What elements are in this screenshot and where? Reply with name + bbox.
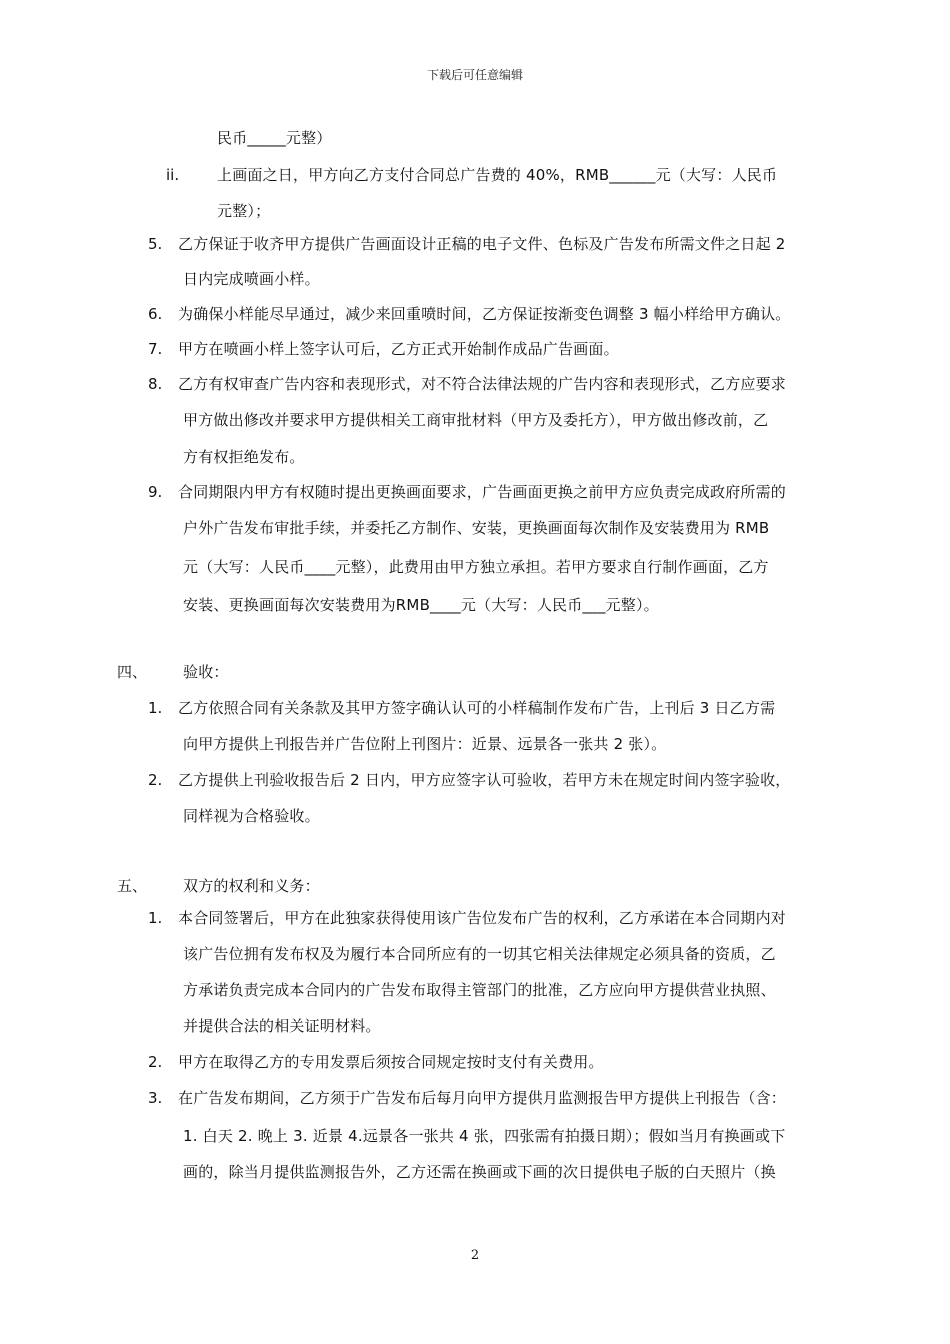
list-marker-ii: ii. xyxy=(166,166,180,184)
section-marker-5: 五、 xyxy=(117,877,148,895)
text-line: 甲方做出修改并要求甲方提供相关工商审批材料（甲方及委托方），甲方做出修改前，乙 xyxy=(183,411,769,429)
text-line: 元（大写：人民币____元整），此费用由甲方独立承担。若甲方要求自行制作画面，乙方 xyxy=(183,558,769,576)
text-line: 为确保小样能尽早通过，减少来回重喷时间，乙方保证按渐变色调整 3 幅小样给甲方确认。 xyxy=(178,305,791,323)
list-marker-4-2: 2. xyxy=(148,771,163,789)
text-line: 本合同签署后，甲方在此独家获得使用该广告位发布广告的权利，乙方承诺在本合同期内对 xyxy=(178,909,787,927)
text-line: 方承诺负责完成本合同内的广告发布取得主管部门的批准，乙方应向甲方提供营业执照、 xyxy=(183,981,776,999)
text-line: 合同期限内甲方有权随时提出更换画面要求，广告画面更换之前甲方应负责完成政府所需的 xyxy=(178,483,787,501)
text-line: 同样视为合格验收。 xyxy=(183,807,320,825)
section-title-rights: 双方的权利和义务： xyxy=(183,877,320,895)
list-marker-9: 9. xyxy=(148,483,163,501)
page-number: 2 xyxy=(470,1248,480,1263)
text-line: 在广告发布期间，乙方须于广告发布后每月向甲方提供月监测报告甲方提供上刊报告（含： xyxy=(178,1089,787,1107)
text-line: 画的，除当月提供监测报告外，乙方还需在换画或下画的次日提供电子版的白天照片（换 xyxy=(183,1163,776,1181)
text-line: 1. 白天 2. 晚上 3. 近景 4.远景各一张共 4 张，四张需有拍摄日期）；假如当月有换画或下 xyxy=(183,1127,786,1145)
text-line: 乙方有权审查广告内容和表现形式，对不符合法律法规的广告内容和表现形式，乙方应要求 xyxy=(178,375,787,393)
text-line: 方有权拒绝发布。 xyxy=(183,448,305,466)
section-marker-4: 四、 xyxy=(117,663,148,681)
text-line: 乙方保证于收齐甲方提供广告画面设计正稿的电子文件、色标及广告发布所需文件之日起 2 xyxy=(178,235,786,253)
list-marker-5-3: 3. xyxy=(148,1089,163,1107)
text-line: 户外广告发布审批手续，并委托乙方制作、安装，更换画面每次制作及安装费用为 RMB xyxy=(183,519,770,537)
text-line: 民币_____元整） xyxy=(217,129,332,147)
text-line: 向甲方提供上刊报告并广告位附上刊图片：近景、远景各一张共 2 张）。 xyxy=(183,735,667,753)
text-line: 安装、更换画面每次安装费用为RMB____元（大写：人民币___元整）。 xyxy=(183,596,659,614)
list-marker-8: 8. xyxy=(148,375,163,393)
text-line: 乙方依照合同有关条款及其甲方签字确认认可的小样稿制作发布广告，上刊后 3 日乙方需 xyxy=(178,699,776,717)
text-line: 并提供合法的相关证明材料。 xyxy=(183,1017,381,1035)
text-line: 元整）； xyxy=(217,202,271,220)
text-line: 甲方在喷画小样上签字认可后，乙方正式开始制作成品广告画面。 xyxy=(178,340,619,358)
list-marker-6: 6. xyxy=(148,305,163,323)
text-line: 该广告位拥有发布权及为履行本合同所应有的一切其它相关法律规定必须具备的资质，乙 xyxy=(183,945,776,963)
list-marker-7: 7. xyxy=(148,340,163,358)
text-line: 上画面之日，甲方向乙方支付合同总广告费的 40%，RMB______元（大写：人民币 xyxy=(217,166,778,184)
list-marker-5: 5. xyxy=(148,235,163,253)
page-header: 下载后可任意编辑 xyxy=(426,68,523,82)
text-line: 乙方提供上刊验收报告后 2 日内，甲方应签字认可验收，若甲方未在规定时间内签字验收， xyxy=(178,771,791,789)
text-line: 甲方在取得乙方的专用发票后须按合同规定按时支付有关费用。 xyxy=(178,1053,604,1071)
section-title-acceptance: 验收： xyxy=(183,663,229,681)
list-marker-5-2: 2. xyxy=(148,1053,163,1071)
list-marker-4-1: 1. xyxy=(148,699,163,717)
text-line: 日内完成喷画小样。 xyxy=(183,270,320,288)
list-marker-5-1: 1. xyxy=(148,909,163,927)
